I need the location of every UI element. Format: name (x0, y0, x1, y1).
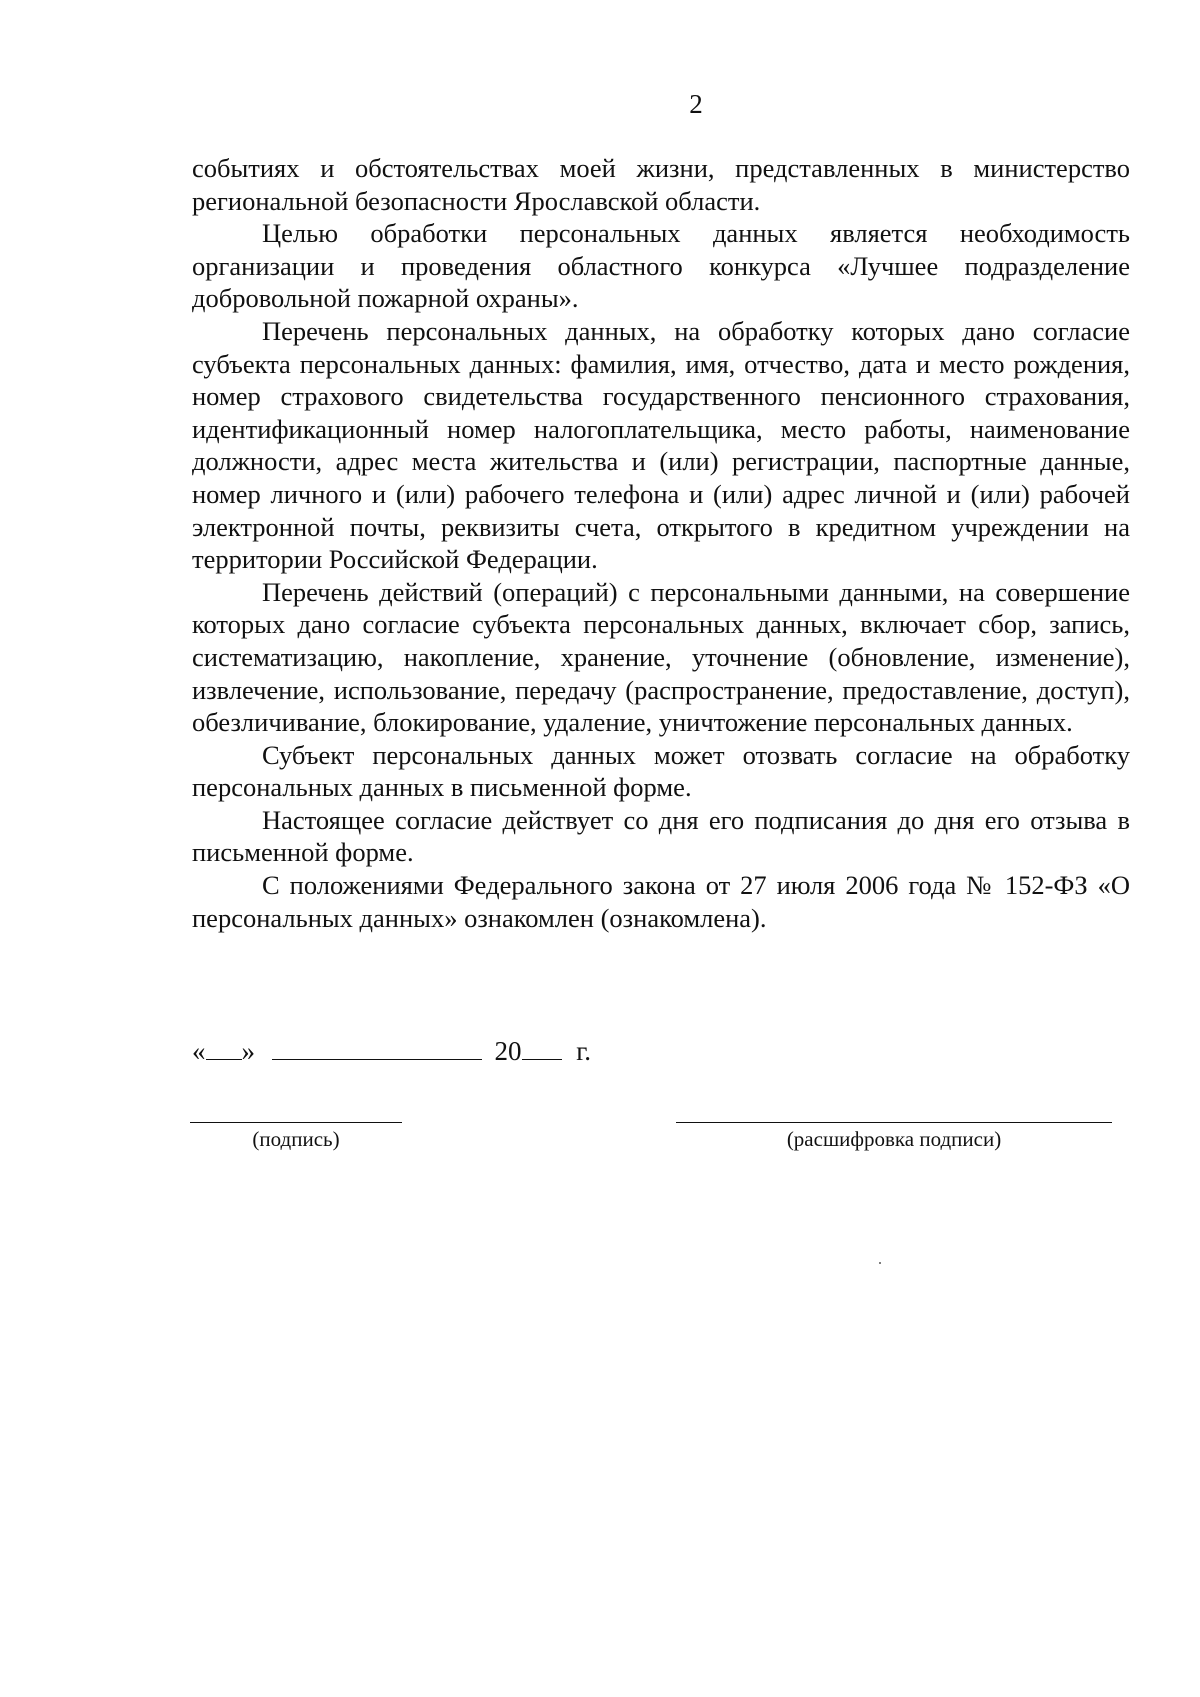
signature-caption: (подпись) (252, 1127, 340, 1151)
scan-speck (879, 1262, 881, 1264)
paragraph-actions-list: Перечень действий (операций) с персональными данными, на совершение которых дано согласие субъекта персональных данных, включает сбор, запись, систематизацию, накопление, хранение, уточнение (обновление, изменение), извлечение, использование, передачу (распространение, предоставление, доступ), обезличивание, блокирование, удаление, уничтожение персональных данных. (192, 576, 1130, 738)
year-prefix: 20 (494, 1036, 522, 1066)
day-blank (206, 1035, 242, 1060)
signature-decoding-line (676, 1122, 1112, 1123)
date-line (192, 1035, 591, 1067)
signature-decoding-caption: (расшифровка подписи) (786, 1127, 1002, 1151)
paragraph-continuation: событиях и обстоятельствах моей жизни, представленных в министерство региональной безопасности Ярославской области. (192, 153, 1130, 216)
page-number: 2 (689, 89, 703, 119)
paragraph-validity: Настоящее согласие действует со дня его подписания до дня его отзыва в письменной форме. (192, 804, 1130, 868)
month-blank (272, 1035, 482, 1060)
year-suffix: г. (576, 1036, 592, 1066)
paragraph-data-list: Перечень персональных данных, на обработку которых дано согласие субъекта персональных данных: фамилия, имя, отчество, дата и место рождения, номер страхового свидетельства государственного пенсионного страхования, идентификационный номер налогоплательщика, место работы, наименование должности, адрес места жительства и (или) регистрации, паспортные данные, номер личного и (или) рабочего телефона и (или) адрес личной и (или) рабочей электронной почты, реквизиты счета, открытого в кредитном учреждении на территории Российской Федерации. (192, 315, 1130, 575)
paragraph-law-acknowledgement: С положениями Федерального закона от 27 июля 2006 года № 152-ФЗ «О персональных данных» ознакомлен (ознакомлена). (192, 870, 1130, 933)
date-close-quote: » (241, 1036, 255, 1066)
paragraph-revocation: Субъект персональных данных может отозвать согласие на обработку персональных данных в письменной форме. (192, 739, 1130, 803)
paragraph-purpose: Целью обработки персональных данных является необходимость организации и проведения областного конкурса «Лучшее подразделение добровольной пожарной охраны». (192, 218, 1130, 314)
signature-line (190, 1122, 402, 1123)
document-body (192, 152, 1130, 934)
year-blank (522, 1035, 562, 1060)
date-open-quote: « (192, 1036, 206, 1066)
